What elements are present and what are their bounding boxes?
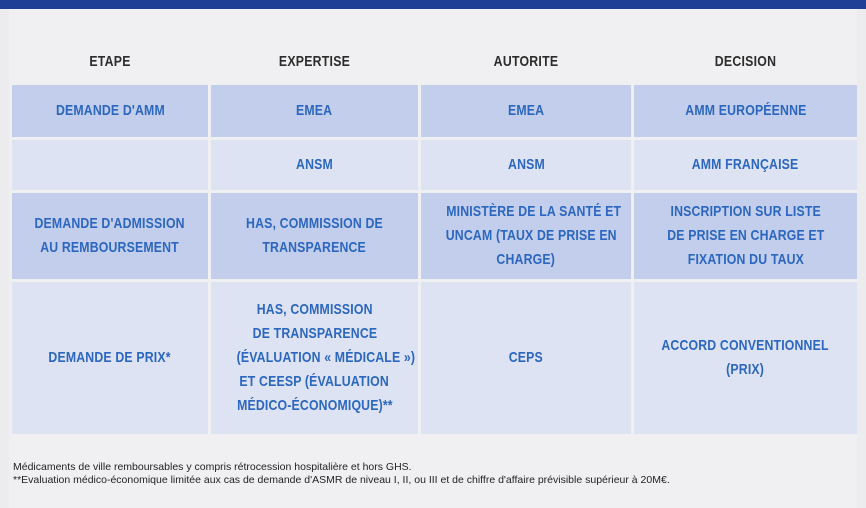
footnotes — [13, 461, 670, 487]
header-autorite: AUTORITE — [493, 52, 559, 70]
cell-expertise: HAS, COMMISSION DE TRANSPARENCE (ÉVALUATION « MÉDICALE ») ET CEESP (ÉVALUATION MÉDICO-ÉCONOMIQUE)** — [211, 282, 418, 434]
cell-autorite: CEPS — [421, 282, 631, 434]
cell-decision: INSCRIPTION SUR LISTE DE PRISE EN CHARGE ET FIXATION DU TAUX — [634, 193, 857, 279]
table-row — [12, 282, 857, 434]
cell-etape: DEMANDE D'AMM — [12, 85, 208, 137]
cell-expertise: ANSM — [211, 140, 418, 190]
procedure-panel — [9, 9, 857, 508]
cell-decision: ACCORD CONVENTIONNEL (PRIX) — [634, 282, 857, 434]
table-row — [12, 140, 857, 190]
header-decision: DECISION — [714, 52, 777, 70]
cell-expertise: HAS, COMMISSION DE TRANSPARENCE — [211, 193, 418, 279]
footnote-2: **Evaluation médico-économique limitée aux cas de demande d'ASMR de niveau I, II, ou III et de chiffre d'affaire prévisible supérieur à 20M€. — [13, 474, 670, 486]
cell-autorite: MINISTÈRE DE LA SANTÉ ET UNCAM (TAUX DE PRISE EN CHARGE) — [421, 193, 631, 279]
table-row — [12, 85, 857, 137]
table-row — [12, 193, 857, 279]
header-etape: ETAPE — [89, 52, 131, 70]
cell-decision: AMM EUROPÉENNE — [634, 85, 857, 137]
table-header-row — [12, 40, 857, 82]
cell-etape: DEMANDE DE PRIX* — [12, 282, 208, 434]
cell-etape: DEMANDE D'ADMISSION AU REMBOURSEMENT — [12, 193, 208, 279]
cell-expertise: EMEA — [211, 85, 418, 137]
header-expertise: EXPERTISE — [278, 52, 351, 70]
cell-autorite: EMEA — [421, 85, 631, 137]
procedure-table — [9, 37, 860, 437]
cell-autorite: ANSM — [421, 140, 631, 190]
top-accent-bar — [0, 0, 866, 9]
cell-decision: AMM FRANÇAISE — [634, 140, 857, 190]
footnote-1: Médicaments de ville remboursables y compris rétrocession hospitalière et hors GHS. — [13, 461, 412, 473]
cell-etape — [12, 140, 208, 190]
